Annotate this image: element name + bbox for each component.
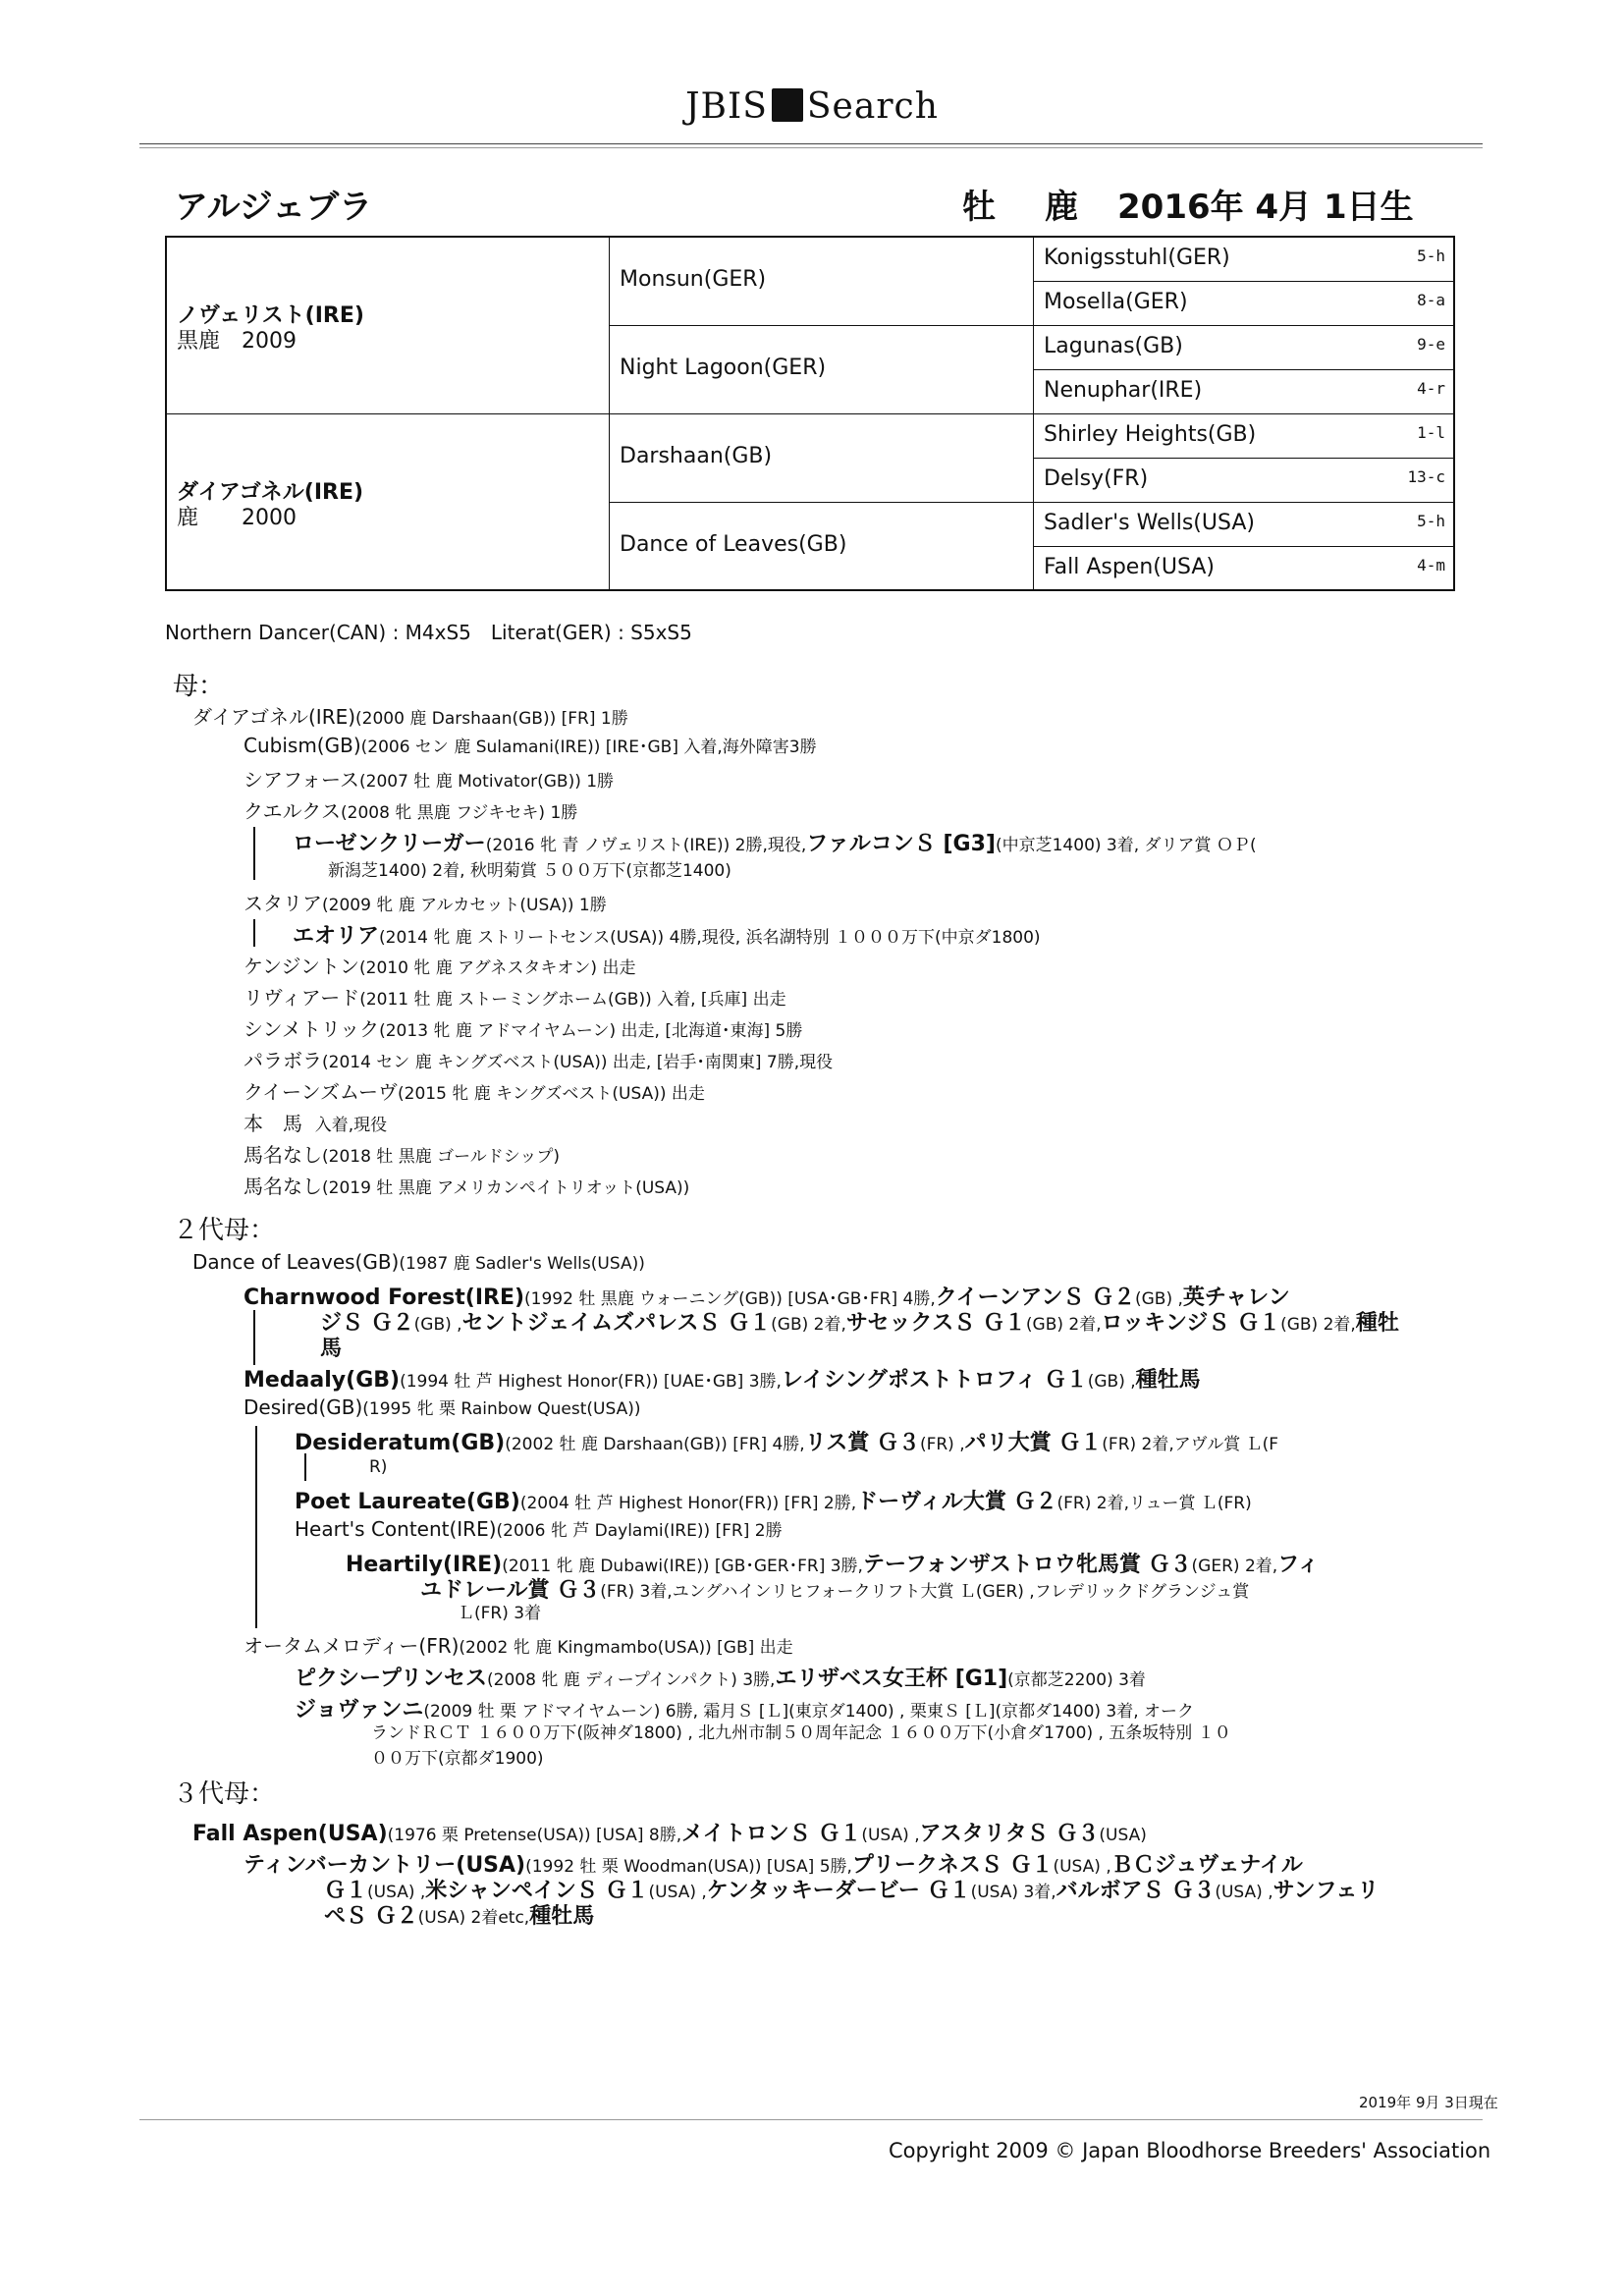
entry-text: (2006 セン 鹿 Sulamani(IRE)) [IRE･GB] 入着,海外障害3勝 [360, 738, 817, 757]
entry-text: (2002 牡 鹿 Darshaan(GB)) [FR] 4勝, [505, 1435, 805, 1454]
horse-name-bold: Ｇ１ [324, 1879, 368, 1903]
horse-name-bold: クイーンアンＳ Ｇ２ [935, 1285, 1135, 1310]
family-line [328, 856, 731, 881]
horse-name-bold: ティンバーカントリー(USA) [244, 1853, 526, 1878]
entry-text: (USA) , [861, 1826, 920, 1845]
entry-text: R) [369, 1457, 388, 1477]
entry-text: (1992 牡 黒鹿 ウォーニング(GB)) [USA･GB･FR] 4勝, [524, 1289, 936, 1309]
entry-text: (2008 牝 黒鹿 フジキセキ) 1勝 [341, 803, 578, 823]
horse-name-bold: サンフェリ [1272, 1879, 1380, 1903]
family-line [244, 1139, 560, 1168]
horse-name-bold: リス賞 Ｇ３ [804, 1431, 920, 1455]
horse-birthdate: 2016年 4月 1日生 [1117, 188, 1414, 227]
horse-name-bold: ジョヴァンニ [295, 1698, 424, 1722]
entry-text: (GB) 2着, [1025, 1315, 1102, 1335]
g2-cell [610, 503, 1034, 589]
entry-text: (1976 栗 Pretense(USA)) [USA] 8勝, [387, 1826, 682, 1845]
family-code: 5-h [1417, 512, 1445, 530]
entry-text: リヴィアード [244, 986, 360, 1010]
entry-text: 新潟芝1400) 2着, 秋明菊賞 ５００万下(京都芝1400) [328, 861, 731, 881]
family-code: 8-a [1417, 291, 1445, 309]
horse-magnifier-icon [772, 88, 803, 122]
g3-name: Delsy(FR) [1044, 466, 1149, 491]
entry-text: ダイアゴネル(IRE) [192, 705, 356, 729]
horse-name-bold: 馬 [320, 1337, 343, 1361]
family-code: 4-r [1417, 379, 1445, 398]
horse-name-bold: ファルコンＳ [G3] [806, 832, 996, 856]
horse-name-bold: サセックスＳ Ｇ１ [845, 1311, 1026, 1336]
entry-text: クイーンズムーヴ [244, 1080, 398, 1104]
g2-name: Dance of Leaves(GB) [620, 532, 847, 557]
horse-name-bold: バルボアＳ Ｇ３ [1056, 1879, 1216, 1903]
family-line [244, 1171, 689, 1199]
entry-text: (京都芝2200) 3着 [1007, 1670, 1146, 1690]
copyright: Copyright 2009 © Japan Bloodhorse Breeders' Association [889, 2139, 1491, 2162]
horse-name-bold: Poet Laureate(GB) [295, 1490, 520, 1514]
g3-cell [1034, 238, 1453, 282]
family-line [192, 1249, 645, 1274]
horse-name-bold: ロッキンジＳ Ｇ１ [1101, 1311, 1281, 1336]
horse-name-bold: アスタリタＳ Ｇ３ [919, 1822, 1100, 1846]
horse-name-bold: パリ大賞 Ｇ１ [964, 1431, 1103, 1455]
g3-name: Mosella(GER) [1044, 290, 1188, 314]
family-line [192, 701, 628, 730]
entry-text: オータムメロディー(FR) [244, 1634, 460, 1658]
entry-text: (USA) , [367, 1883, 426, 1902]
entry-text: (2014 セン 鹿 キングズベスト(USA)) 出走, [岩手･南関東] 7勝,現役 [322, 1053, 834, 1072]
family-code: 9-e [1417, 335, 1445, 354]
horse-name-bold: 種牡馬 [1135, 1368, 1201, 1393]
entry-text: (USA) , [1215, 1883, 1273, 1902]
family-line [369, 1453, 387, 1477]
section-dam: 母： [173, 672, 225, 701]
entry-text: (USA) [1099, 1826, 1147, 1845]
horse-name-bold: ケンタッキーダービー Ｇ１ [706, 1879, 971, 1903]
family-line [244, 764, 614, 793]
g3-name: Nenuphar(IRE) [1044, 378, 1203, 403]
family-line [295, 1516, 783, 1541]
entry-text: (FR) 2着,リュー賞 Ｌ(FR) [1056, 1494, 1252, 1513]
horse-name-bold: テーフォンザストロウ牝馬賞 Ｇ３ [862, 1553, 1192, 1577]
family-line [295, 1426, 1278, 1456]
entry-text: Ｌ(FR) 3着 [458, 1604, 542, 1623]
horse-name-bold: ピクシープリンセス [295, 1667, 488, 1691]
entry-text: (1992 牡 栗 Woodman(USA)) [USA] 5勝, [525, 1857, 852, 1877]
section-3rd-dam: ３代母： [173, 1779, 276, 1809]
entry-text: (1995 牝 栗 Rainbow Quest(USA)) [362, 1399, 641, 1419]
g2-cell [610, 414, 1034, 503]
family-line [320, 1332, 342, 1362]
horse-name: アルジェブラ [175, 188, 373, 227]
entry-text: (2007 牡 鹿 Motivator(GB)) 1勝 [359, 772, 615, 792]
horse-name-bold: レイシングポストトロフィ Ｇ１ [781, 1368, 1088, 1393]
g2-cell [610, 326, 1034, 414]
entry-text: 本 馬 [244, 1112, 302, 1135]
entry-text: (USA) , [1053, 1857, 1111, 1877]
horse-name-bold: ペＳ Ｇ２ [324, 1904, 418, 1929]
g2-name: Darshaan(GB) [620, 444, 773, 468]
horse-name-bold: Medaaly(GB) [244, 1368, 401, 1393]
horse-name-bold: プリークネスＳ Ｇ１ [851, 1853, 1054, 1878]
entry-text: (1994 牡 芦 Highest Honor(FR)) [UAE･GB] 3勝, [400, 1372, 782, 1392]
family-line [244, 1108, 387, 1136]
entry-text: (中京芝1400) 3着, ダリア賞 ＯＰ( [995, 836, 1257, 855]
entry-text: (2002 牝 鹿 Kingmambo(USA)) [GB] 出走 [459, 1638, 793, 1658]
entry-text: Desired(GB) [244, 1395, 363, 1419]
horse-name-bold: エオリア [293, 924, 380, 949]
family-line [244, 1076, 705, 1105]
entry-text: (2019 牡 黒鹿 アメリカンペイトリオット(USA)) [322, 1178, 690, 1198]
dam-name: ダイアゴネル(IRE) [177, 480, 364, 505]
horse-name-bold: ＢＣジュヴェナイル [1110, 1853, 1303, 1878]
family-line [293, 827, 1257, 857]
jbis-logo [0, 86, 1624, 127]
entry-text: シアフォース [244, 768, 359, 792]
family-line [293, 919, 1041, 950]
g3-name: Sadler's Wells(USA) [1044, 511, 1255, 535]
entry-text: (2011 牝 鹿 Dubawi(IRE)) [GB･GER･FR] 3勝, [502, 1557, 863, 1576]
entry-text: 入着,現役 [314, 1116, 388, 1135]
sire-name: ノヴェリスト(IRE) [177, 303, 364, 328]
entry-text: (FR) 2着,アヴル賞 Ｌ(F [1102, 1435, 1279, 1454]
entry-text: (2016 牝 青 ノヴェリスト(IRE)) 2勝,現役, [485, 836, 807, 855]
entry-text: (GB) , [413, 1315, 462, 1335]
family-bracket [255, 1426, 257, 1628]
entry-text: パラボラ [244, 1049, 322, 1072]
g3-cell [1034, 414, 1453, 459]
entry-text: (2014 牝 鹿 ストリートセンス(USA)) 4勝,現役, 浜名湖特別 １０００万下(中京ダ1800) [379, 928, 1041, 948]
horse-name-bold: メイトロンＳ Ｇ１ [681, 1822, 862, 1846]
entry-text: 馬名なし [244, 1175, 322, 1198]
family-line [244, 982, 786, 1011]
g2-cell [610, 238, 1034, 326]
dam-cell [167, 414, 610, 589]
as-of-date: 2019年 9月 3日現在 [1359, 2094, 1498, 2111]
family-line [192, 1817, 1147, 1847]
family-line [295, 1485, 1252, 1515]
family-line [324, 1899, 594, 1930]
header-rule [139, 143, 1483, 144]
g3-cell [1034, 326, 1453, 370]
entry-text: ００万下(京都ダ1900) [371, 1749, 544, 1769]
logo-left: JBIS [685, 86, 768, 127]
family-bracket [253, 827, 255, 880]
entry-text: クエルクス [244, 799, 341, 823]
entry-text: (USA) 2着etc, [417, 1908, 530, 1928]
entry-text: (2009 牡 栗 アドマイヤムーン) 6勝, 霜月Ｓ [Ｌ](東京ダ1400) , 栗東Ｓ [Ｌ](京都ダ1400) 3着, オーク [423, 1702, 1195, 1722]
entry-text: Heart's Content(IRE) [295, 1517, 497, 1541]
family-line [244, 1045, 833, 1073]
family-line [371, 1719, 1231, 1743]
entry-text: (2018 牡 黒鹿 ゴールドシップ) [322, 1147, 561, 1167]
entry-text: (2008 牝 鹿 ディープインパクト) 3勝, [487, 1670, 776, 1690]
family-line [244, 1394, 640, 1419]
inbreeding-note: Northern Dancer(CAN) : M4xS5 Literat(GER) : S5xS5 [165, 621, 692, 644]
entry-text: スタリア [244, 892, 322, 915]
entry-text: (2009 牝 鹿 アルカセット(USA)) 1勝 [322, 896, 607, 915]
entry-text: (GB) 2着, [1280, 1315, 1356, 1335]
sire-cell [167, 238, 610, 414]
horse-name-bold: ドーヴィル大賞 Ｇ２ [856, 1490, 1057, 1514]
entry-text: (GB) , [1135, 1289, 1183, 1309]
entry-text: (2006 牝 芦 Daylami(IRE)) [FR] 2勝 [496, 1521, 783, 1541]
horse-name-bold: ユドレール賞 Ｇ３ [420, 1578, 601, 1603]
entry-text: ランドＲＣＴ １６００万下(阪神ダ1800) , 北九州市制５０周年記念 １６００万下(小倉ダ1700) , 五条坂特別 １０ [371, 1723, 1231, 1743]
g2-name: Night Lagoon(GER) [620, 355, 827, 380]
family-bracket [253, 919, 255, 947]
family-line [420, 1573, 1249, 1604]
g3-name: Fall Aspen(USA) [1044, 555, 1215, 579]
family-line [371, 1744, 544, 1769]
g3-cell [1034, 503, 1453, 547]
header-rule-thin [139, 147, 1483, 148]
entry-text: 馬名なし [244, 1143, 322, 1167]
horse-name-bold: 英チャレン [1182, 1285, 1290, 1310]
entry-text: (1987 鹿 Sadler's Wells(USA)) [399, 1254, 645, 1274]
horse-name-bold: エリザベス女王杯 [G1] [775, 1667, 1008, 1691]
g3-cell [1034, 282, 1453, 326]
family-line [244, 951, 635, 979]
entry-text: (GB) 2着, [771, 1315, 846, 1335]
family-line [244, 733, 817, 757]
horse-name-bold: Charnwood Forest(IRE) [244, 1285, 525, 1310]
logo-right: Search [806, 86, 939, 127]
dam-detail: 鹿 2000 [177, 506, 297, 530]
family-line [458, 1599, 541, 1623]
family-line [320, 1306, 1399, 1337]
entry-text: (FR) , [919, 1435, 965, 1454]
g2-name: Monsun(GER) [620, 267, 767, 292]
entry-text: (FR) 3着,ユングハインリヒフォークリフト大賞 Ｌ(GER) ,フレデリックドグランジュ賞 [600, 1582, 1250, 1602]
family-line [295, 1662, 1146, 1692]
footer-rule [139, 2119, 1483, 2120]
g3-name: Shirley Heights(GB) [1044, 422, 1257, 447]
horse-name-bold: 米シャンペインＳ Ｇ１ [425, 1879, 649, 1903]
entry-text: (USA) , [648, 1883, 707, 1902]
family-code: 1-l [1417, 423, 1445, 442]
entry-text: ケンジントン [244, 955, 359, 978]
entry-text: (2011 牡 鹿 ストーミングホーム(GB)) 入着, [兵庫] 出走 [359, 990, 786, 1010]
horse-sex-color: 牡 鹿 [962, 188, 1086, 227]
family-bracket [253, 1310, 255, 1365]
g3-cell [1034, 370, 1453, 414]
g3-cell [1034, 459, 1453, 503]
horse-name-bold: Fall Aspen(USA) [192, 1822, 388, 1846]
horse-name-bold: ローゼンクリーガー [293, 832, 486, 856]
pedigree-table [165, 236, 1455, 591]
entry-text: (USA) 3着, [970, 1883, 1056, 1902]
entry-text: (GER) 2着, [1191, 1557, 1278, 1576]
family-line [244, 1013, 802, 1042]
entry-text: (2010 牝 鹿 アグネスタキオン) 出走 [359, 958, 636, 978]
entry-text: Dance of Leaves(GB) [192, 1250, 400, 1274]
entry-text: シンメトリック [244, 1017, 380, 1041]
family-line [244, 1630, 793, 1659]
family-code: 5-h [1417, 246, 1445, 265]
horse-name-bold: フィ [1277, 1553, 1320, 1577]
entry-text: (2013 牝 鹿 アドマイヤムーン) 出走, [北海道･東海] 5勝 [379, 1021, 803, 1041]
sire-detail: 黒鹿 2009 [177, 329, 297, 354]
horse-name-bold: セントジェイムズパレスＳ Ｇ１ [461, 1311, 772, 1336]
family-code: 13-c [1407, 467, 1445, 486]
entry-text: Cubism(GB) [244, 734, 361, 757]
family-code: 4-m [1417, 556, 1445, 574]
g3-name: Konigsstuhl(GER) [1044, 246, 1230, 270]
horse-name-bold: 種牡 [1355, 1311, 1399, 1336]
section-2nd-dam: ２代母： [173, 1216, 276, 1245]
horse-name-bold: Desideratum(GB) [295, 1431, 506, 1455]
entry-text: (2015 牝 鹿 キングズベスト(USA)) 出走 [398, 1084, 705, 1104]
horse-name-bold: ジＳ Ｇ２ [320, 1311, 414, 1336]
family-line [244, 1363, 1201, 1394]
horse-name-bold: 種牡馬 [529, 1904, 595, 1929]
entry-text: (GB) , [1087, 1372, 1136, 1392]
g3-cell [1034, 547, 1453, 589]
g3-name: Lagunas(GB) [1044, 334, 1183, 358]
family-line [244, 888, 607, 916]
entry-text: (2000 鹿 Darshaan(GB)) [FR] 1勝 [355, 709, 628, 729]
horse-name-bold: Heartily(IRE) [346, 1553, 503, 1577]
entry-text: (2004 牡 芦 Highest Honor(FR)) [FR] 2勝, [519, 1494, 857, 1513]
family-line [244, 795, 577, 824]
family-bracket [304, 1453, 306, 1481]
